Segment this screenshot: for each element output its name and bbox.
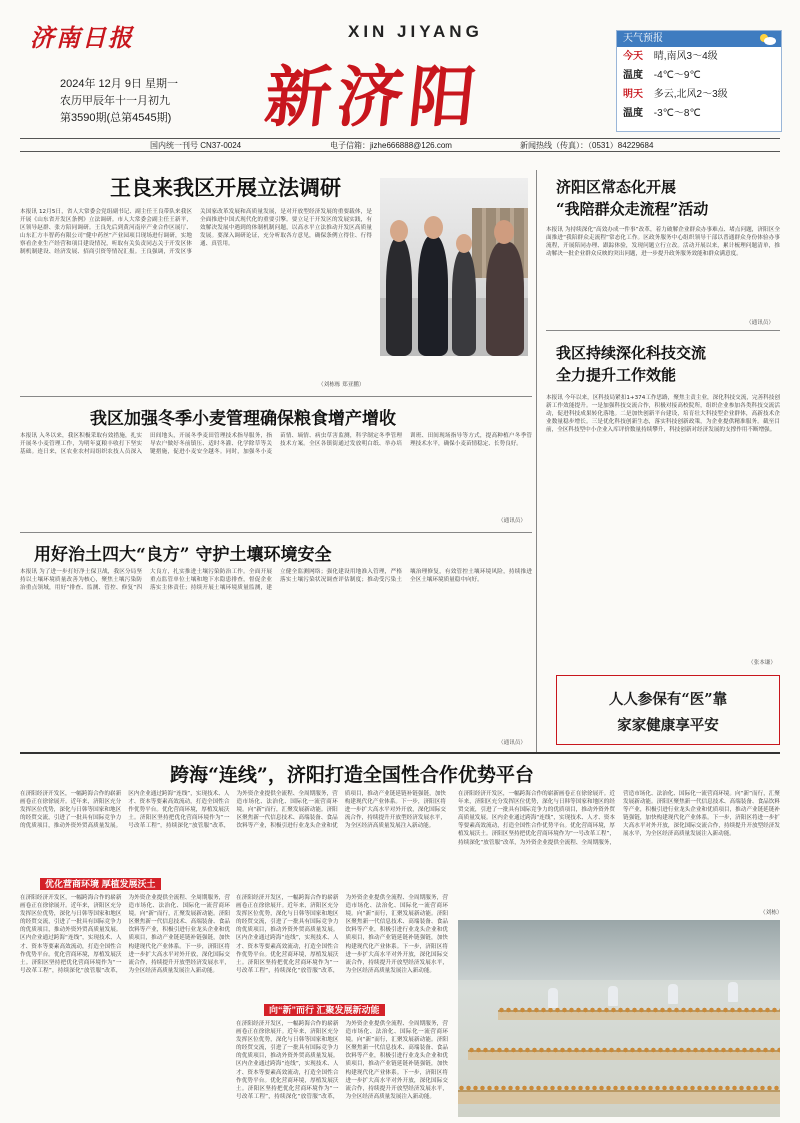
worker-figure <box>548 988 558 1008</box>
column-divider <box>536 170 537 752</box>
weather-day-label: 温度 <box>623 108 643 119</box>
person-figure <box>386 238 412 356</box>
weather-text: -3℃～8℃ <box>653 108 701 119</box>
weather-text: -4℃～9℃ <box>653 70 701 81</box>
factory-photo <box>458 920 780 1117</box>
weather-text: 晴,南风3～4级 <box>653 51 718 62</box>
section-divider <box>20 752 780 754</box>
article-byline: （通讯员） <box>746 320 774 326</box>
section-divider <box>546 330 780 331</box>
issue-number: 第3590期(总第4545期) <box>60 112 172 124</box>
section-divider <box>20 396 532 397</box>
weather-box <box>616 30 782 132</box>
article-byline: （通讯员） <box>498 518 526 524</box>
slogan-box <box>556 675 780 745</box>
article-headline: 我区持续深化科技交流 <box>556 344 707 362</box>
article-photo <box>380 178 528 356</box>
article-headline: “我陪群众走流程”活动 <box>556 200 709 218</box>
dateline <box>60 76 178 127</box>
article-body: 本报讯 为了进一步打好净土保卫战，我区分局坚持以土壤环境质量改善为核心，聚焦土壤污染防治重点领域，用好“排查、监测、管控、修复”四大良方，扎实推进土壤污染防治工作。全面开展重点监管单位土壤和地下水隐患排查，督促企业落实主体责任；持续开展土壤环境质量监测，建立健全监测网络；强化建设用地准入管理，严格落实土壤污染状况调查评估制度；推动受污染土壤治理修复，有效管控土壤环境风险，持续推进全区土壤环境质量稳中向好。 <box>20 569 532 592</box>
article-body: 在济阳经济开发区，一幅跨海合作的崭新画卷正在徐徐展开。近年来，济阳区充分发挥区位优势，深化与日韩等国家和地区的经贸交流，引进了一批具有国际竞争力的优质项目，推动外资外贸高质量发展。区内企业通过跨海“连线”，实现技术、人才、资本等要素高效流动，打造全国性合作优势平台。优化营商环境，厚植发展沃土。济阳区坚持把优化营商环境作为“一号改革工程”，持续深化“放管服”改革，为外资企业提供全流程、全周期服务，营造市场化、法治化、国际化一流营商环境。向“新”而行，汇聚发展新动能。济阳区聚焦新一代信息技术、高端装备、食品饮料等产业，积极引进行业龙头企业和优质项目，推动产业链延链补链强链，加快构建现代化产业体系。下一步，济阳区将进一步扩大高水平对外开放，深化国际交流合作，持续提升开放型经济发展水平，为全区经济高质量发展注入新动能。 <box>20 791 446 830</box>
weather-text: 多云,北风2～3级 <box>653 89 728 100</box>
worker-figure <box>728 982 738 1002</box>
masthead-logo: 新济阳 <box>261 58 486 136</box>
article-body: 在济阳经济开发区，一幅跨海合作的崭新画卷正在徐徐展开。近年来，济阳区充分发挥区位优势，深化与日韩等国家和地区的经贸交流，引进了一批具有国际竞争力的优质项目，推动外资外贸高质量发展。区内企业通过跨海“连线”，实现技术、人才、资本等要素高效流动，打造全国性合作优势平台。优化营商环境，厚植发展沃土。济阳区坚持把优化营商环境作为“一号改革工程”，持续深化“放管服”改革，为外资企业提供全流程、全周期服务，营造市场化、法治化、国际化一流营商环境。向“新”而行，汇聚发展新动能。济阳区聚焦新一代信息技术、高端装备、食品饮料等产业，积极引进行业龙头企业和优质项目，推动产业链延链补链强链，加快构建现代化产业体系。下一步，济阳区将进一步扩大高水平对外开放，深化国际交流合作，持续提升开放型经济发展水平，为全区经济高质量发展注入新动能。 <box>236 895 448 974</box>
person-figure <box>486 242 524 356</box>
worker-figure <box>668 984 678 1004</box>
weather-row-tomorrow-temp <box>617 104 781 123</box>
article-body: 在济阳经济开发区，一幅跨海合作的崭新画卷正在徐徐展开。近年来，济阳区充分发挥区位优势，深化与日韩等国家和地区的经贸交流，引进了一批具有国际竞争力的优质项目，推动外资外贸高质量发展。区内企业通过跨海“连线”，实现技术、人才、资本等要素高效流动，打造全国性合作优势平台。优化营商环境，厚植发展沃土。济阳区坚持把优化营商环境作为“一号改革工程”，持续深化“放管服”改革，为外资企业提供全流程、全周期服务，营造市场化、法治化、国际化一流营商环境。向“新”而行，汇聚发展新动能。济阳区聚焦新一代信息技术、高端装备、食品饮料等产业，积极引进行业龙头企业和优质项目，推动产业链延链补链强链，加快构建现代化产业体系。下一步，济阳区将进一步扩大高水平对外开放，深化国际交流合作，持续提升开放型经济发展水平，为全区经济高质量发展注入新动能。 <box>236 1021 448 1100</box>
article-body: 在济阳经济开发区，一幅跨海合作的崭新画卷正在徐徐展开。近年来，济阳区充分发挥区位优势，深化与日韩等国家和地区的经贸交流，引进了一批具有国际竞争力的优质项目，推动外资外贸高质量发展。区内企业通过跨海“连线”，实现技术、人才、资本等要素高效流动，打造全国性合作优势平台。优化营商环境，厚植发展沃土。济阳区坚持把优化营商环境作为“一号改革工程”，持续深化“放管服”改革，为外资企业提供全流程、全周期服务，营造市场化、法治化、国际化一流营商环境。向“新”而行，汇聚发展新动能。济阳区聚焦新一代信息技术、高端装备、食品饮料等产业，积极引进行业龙头企业和优质项目，推动产业链延链补链强链，加快构建现代化产业体系。下一步，济阳区将进一步扩大高水平对外开放，深化国际交流合作，持续提升开放型经济发展水平，为全区经济高质量发展注入新动能。 <box>458 791 780 846</box>
person-figure <box>452 250 476 356</box>
slogan-line: 人人参保有“医”靠 <box>608 691 728 708</box>
masthead-pinyin: XIN JIYANG <box>348 22 483 41</box>
email: 电子信箱：jizhe666888@126.com <box>330 141 452 150</box>
article-body: 本报讯 今年以来，区科技局紧扣1+374工作思路，聚焦主责主业，深化科技交流，完善科技创新工作效能提升。一是加强科技交流合作，积极对接高校院所，组织企业参加各类科技交流活动，促进科技成果转化落地。二是加快创新平台建设，培育壮大科技型企业群体，高新技术企业数量稳步增长。三是优化科技创新生态，落实科技创新政策，为企业提供精准服务。截至目前，全区科技型中小企业入库评价数量持续攀升，科技创新对经济发展的支撑作用不断增强。 <box>546 395 780 434</box>
article-body: 本报讯 为持续深化“高效办成一件事”改革，着力破解企业群众办事难点、堵点问题，济阳区全面推进“我陪群众走流程”常态化工作。区政务服务中心组织领导干部以普通群众身份体验办事流程，开展陪同办理、跟踪体验，发现问题立行立改。活动开展以来，累计梳理问题清单，推动解决一批企业群众反映的突出问题，进一步提升政务服务效能和群众满意度。 <box>546 227 780 258</box>
article-byline: （通讯员） <box>498 740 526 746</box>
weather-day-label: 今天 <box>623 51 643 62</box>
article-headline: 我区加强冬季小麦管理确保粮食增产增收 <box>90 409 396 429</box>
worker-figure <box>608 986 618 1006</box>
article-body: 本报讯 12月5日，省人大常委会党组副书记、副主任王良带队来我区开展《山东省开发区条例》立法调研。市人大常委会副主任王新平，区领导赵群、张方陪同调研。王良先后到黄河南岸产业合作区展厅、山东汇方丰智药有限公司“健中药丝”产业园项目现场进行调研，实地察看企业生产经营和项目建设情况，听取有关负责同志关于开发区体制机制建设、经济发展、招商引资等情况汇报。王良强调，开发区事关国家改革发展和高质量发展，是对开放型经济发展的重要载体，是全面推进中国式现代化的重要引擎。要立足于开发区的发展实践，有效解决发展中遇到的体制机制问题，以高水平立法推动开发区高质量发展。要深入调研论证，充分听取各方意见，确保条例立得住、行得通、真管用。 <box>20 209 372 256</box>
article-body: 在济阳经济开发区，一幅跨海合作的崭新画卷正在徐徐展开。近年来，济阳区充分发挥区位优势，深化与日韩等国家和地区的经贸交流，引进了一批具有国际竞争力的优质项目，推动外资外贸高质量发展。区内企业通过跨海“连线”，实现技术、人才、资本等要素高效流动，打造全国性合作优势平台。优化营商环境，厚植发展沃土。济阳区坚持把优化营商环境作为“一号改革工程”，持续深化“放管服”改革，为外资企业提供全流程、全周期服务，营造市场化、法治化、国际化一流营商环境。向“新”而行，汇聚发展新动能。济阳区聚焦新一代信息技术、高端装备、食品饮料等产业，积极引进行业龙头企业和优质项目，推动产业链延链补链强链，加快构建现代化产业体系。下一步，济阳区将进一步扩大高水平对外开放，深化国际交流合作，持续提升开放型经济发展水平，为全区经济高质量发展注入新动能。 <box>20 895 230 974</box>
lunar-date: 农历甲辰年十一月初九 <box>60 95 170 107</box>
article-headline: 济阳区常态化开展 <box>556 178 677 196</box>
sun-cloud-icon <box>757 32 777 46</box>
person-figure <box>418 236 448 356</box>
weather-day-label: 明天 <box>623 89 643 100</box>
article-byline: （张本谦） <box>748 660 776 666</box>
weather-day-label: 温度 <box>623 70 643 81</box>
weather-row-today <box>617 47 781 66</box>
paper-name: 济南日报 <box>30 23 134 52</box>
article-headline: 全力提升工作效能 <box>556 366 677 384</box>
weather-title: 天气预报 <box>623 33 663 44</box>
section-divider <box>20 532 532 533</box>
masthead <box>20 14 780 150</box>
article-headline: 用好治土四大“良方” 守护土壤环境安全 <box>34 545 332 565</box>
article-byline: （刘栋栋 郑亚鹏） <box>318 382 365 388</box>
article-subhead: 向“新”而行 汇聚发展新动能 <box>264 1004 385 1016</box>
article-headline: 王良来我区开展立法调研 <box>110 175 341 200</box>
weather-header <box>617 31 781 47</box>
publication-code: 国内统一刊号 CN37-0024 <box>150 141 242 150</box>
info-bar <box>20 138 780 152</box>
article-headline: 跨海“连线”，济阳打造全国性合作优势平台 <box>170 764 534 786</box>
weather-row-tomorrow <box>617 85 781 104</box>
issue-date: 2024年 12月 9日 星期一 <box>60 78 178 90</box>
article-body: 本报讯 入冬以来，我区积极采取有效措施，扎实开展冬小麦管理工作，为明年夏粮丰收打下坚实基础。连日来，区农业农村局组织农技人员深入田间地头，开展冬季麦田管理技术指导服务，指导农户做好冬前镇压、适时冬灌、化学除草等关键措施，促进小麦安全越冬。同时，加强冬小麦苗情、墒情、病虫草害监测，科学制定冬季管理技术方案。全区各镇街通过发放明白纸、举办培训班、田间现场指导等方式，提高种植户冬季管理技术水平，确保小麦苗情稳定、长势良好。 <box>20 433 532 456</box>
article-byline: （刘栋） <box>760 910 783 916</box>
slogan-line: 家家健康享平安 <box>617 717 719 734</box>
hotline: 新闻热线（传真）：（0531）84229684 <box>520 141 654 150</box>
weather-row-today-temp <box>617 66 781 85</box>
article-subhead: 优化营商环境 厚植发展沃土 <box>40 878 161 890</box>
